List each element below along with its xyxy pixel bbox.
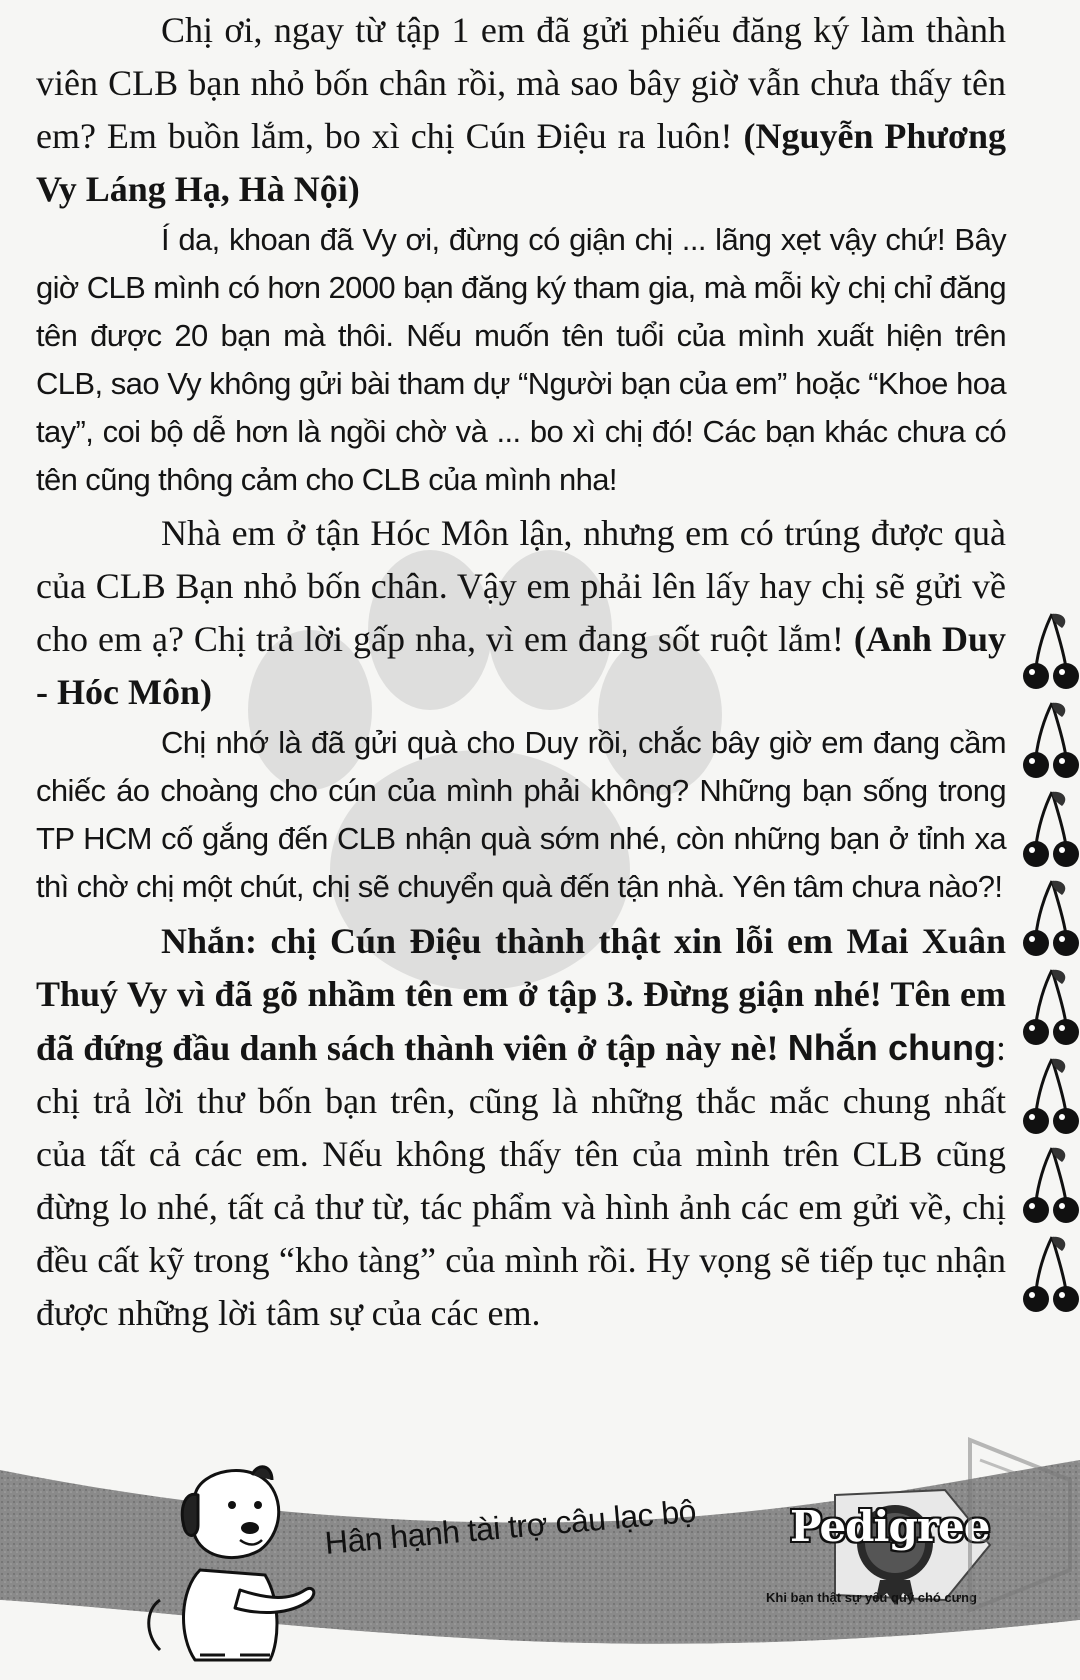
message-note (36, 915, 1006, 1340)
letters-column (36, 2, 1006, 1340)
cherry-icon (1022, 699, 1080, 783)
reply-1 (36, 216, 1006, 504)
sponsor-caption: Hân hạnh tài trợ câu lạc bộ (323, 1492, 698, 1561)
cherry-icon (1022, 610, 1080, 694)
reply-2 (36, 719, 1006, 911)
letter-reader-1 (36, 4, 1006, 216)
cherry-icon (1022, 1144, 1080, 1228)
note-general-body: : chị trả lời thư bốn bạn trên, cũng là những thắc mắc chung nhất của tất cả các em. Nếu không thấy tên của mình trên CLB cũng đừng lo nhé, tất cả thư từ, tác phẩm và hình ảnh các em gửi về, chị đều cất kỹ trong “kho tàng” của mình rồi. Hy vọng sẽ tiếp tục nhận được những lời tâm sự của các em. (36, 1028, 1007, 1333)
reply-body: Í da, khoan đã Vy ơi, đừng có giận chị ... lãng xẹt vậy chứ! Bây giờ CLB mình có hơn 2000 bạn đăng ký tham gia, mà mỗi kỳ chị chỉ đăng tên được 20 bạn mà thôi. Nếu muốn tên tuổi của mình xuất hiện trên CLB, sao Vy không gửi bài tham dự “Người bạn của em” hoặc “Khoe hoa tay”, coi bộ dễ hơn là ngồi chờ và ... bo xì chị đó! Các bạn khác chưa có tên cũng thông cảm cho CLB của mình nha! (36, 222, 1006, 497)
letter-body: Nhà em ở tận Hóc Môn lận, nhưng em có trúng được quà của CLB Bạn nhỏ bốn chân. Vậy em phải lên lấy hay chị sẽ gửi về cho em ạ? Chị trả lời gấp nha, vì em đang sốt ruột lắm! (36, 513, 1006, 659)
cherry-icon (1022, 788, 1080, 872)
note-apology: Nhắn: chị Cún Điệu thành thật xin lỗi em Mai Xuân Thuý Vy vì đã gõ nhầm tên em ở tập 3. Đừng giận nhé! Tên em đã đứng đầu danh sách thành viên ở tập này nè! (36, 921, 1006, 1068)
note-general-label: Nhắn chung (787, 1027, 996, 1068)
brand-logo: Pedigree (790, 1502, 990, 1551)
letter-body: Chị ơi, ngay từ tập 1 em đã gửi phiếu đăng ký làm thành viên CLB bạn nhỏ bốn chân rồi, mà sao bây giờ vẫn chưa thấy tên em? Em buồn lắm, bo xì chị Cún Điệu ra luôn! (36, 10, 1006, 156)
cherry-border (1022, 610, 1080, 1322)
cherry-icon (1022, 1233, 1080, 1317)
sponsor-footer (0, 1440, 1080, 1680)
dog-illustration (140, 1450, 330, 1670)
cherry-icon (1022, 1055, 1080, 1139)
letter-reader-2 (36, 507, 1006, 719)
reply-body: Chị nhớ là đã gửi quà cho Duy rồi, chắc bây giờ em đang cầm chiếc áo choàng cho cún của mình phải không? Những bạn sống trong TP HCM cố gắng đến CLB nhận quà sớm nhé, còn những bạn ở tỉnh xa thì chờ chị một chút, chị sẽ chuyển quà đến tận nhà. Yên tâm chưa nào?! (36, 725, 1006, 904)
letter-signature: (Nguyễn Phương Vy Láng Hạ, Hà Nội) (36, 116, 1006, 209)
brand-slogan: Khi bạn thật sự yêu quý chó cưng (766, 1590, 977, 1605)
corner-watermark-icon (960, 1420, 1080, 1620)
letter-signature: (Anh Duy - Hóc Môn) (36, 619, 1006, 712)
cherry-icon (1022, 877, 1080, 961)
cherry-icon (1022, 966, 1080, 1050)
